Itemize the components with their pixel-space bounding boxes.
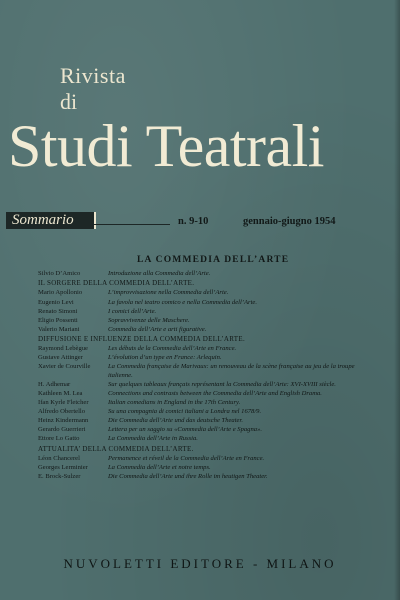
toc-entry	[38, 464, 364, 472]
toc-author: Xavier de Courville	[38, 363, 91, 371]
toc-author: Alfredo Obertello	[38, 408, 86, 416]
toc-entry	[38, 299, 364, 307]
toc-entry	[38, 354, 364, 362]
toc-author: Gerardo Guerrieri	[38, 426, 86, 434]
issue-date: gennaio-giugno 1954	[243, 216, 336, 227]
toc-section-heading: IL SORGERE DELLA COMMEDIA DELL’ARTE.	[38, 279, 195, 288]
toc-title: L’improvvisazione nella Commedia dell’Arte.	[108, 289, 229, 297]
toc-entry	[38, 270, 364, 278]
toc-title: La favola nel teatro comico e nella Commedia dell’Arte.	[108, 298, 257, 306]
issue-number: n. 9-10	[178, 216, 209, 227]
toc-author: Renato Simoni	[38, 307, 78, 315]
cover-edge-shadow	[394, 0, 400, 600]
toc-title: La Commedia française de Marivaux: un renouveau de la scène française au jeu de la troupe italienne.	[108, 363, 355, 379]
toc-title: La Commedia dell’Arte in Russia.	[108, 435, 198, 443]
masthead-line-rivista: Rivista	[60, 63, 126, 88]
sommario-label-box	[6, 212, 96, 229]
toc-title: Commedia dell’Arte e arti figurative.	[108, 325, 207, 333]
toc-author: Gustave Attinger	[38, 354, 83, 362]
toc-entry	[38, 345, 364, 353]
toc-title: Su una compagnia di comici italiani a Londra nel 1678/9.	[108, 408, 262, 416]
toc-entry	[38, 408, 364, 416]
toc-author: Georges Lerminier	[38, 463, 88, 471]
toc-title: Italian comedians in England in the 17th Century.	[108, 399, 241, 407]
toc-entry	[38, 381, 364, 389]
toc-author: H. Adhemar	[38, 380, 71, 388]
sommario-rule	[94, 224, 170, 225]
toc-title: Permanence et réveil de la Commedia dell’Arte en France.	[108, 454, 265, 462]
toc-entry	[38, 455, 364, 463]
toc-section-heading: DIFFUSIONE E INFLUENZE DELLA COMMEDIA DELL’ARTE.	[38, 335, 245, 344]
sommario-label: Sommario	[12, 212, 74, 228]
table-of-contents	[38, 270, 364, 482]
publisher-line: NUVOLETTI EDITORE - MILANO	[63, 556, 337, 571]
toc-entry	[38, 473, 364, 481]
toc-entry	[38, 308, 364, 316]
toc-entry	[38, 435, 364, 443]
toc-author: Silvio D’Amico	[38, 270, 81, 277]
toc-title: L’évolution d’un type en France: Arlequin.	[108, 354, 222, 362]
toc-title: Die Commedia dell’Arte und das deutsche Theater.	[108, 417, 243, 425]
toc-entry	[38, 426, 364, 434]
toc-author: Eugenio Levi	[38, 298, 74, 306]
toc-author: Valerio Mariani	[38, 325, 80, 333]
toc-title: Sur quelques tableaux français représentant la Commedia dell’Arte: XVI-XVIII siècle.	[108, 380, 336, 388]
masthead-line-di: di	[60, 89, 78, 114]
masthead-title: Studi Teatrali	[8, 113, 324, 179]
toc-entry	[38, 289, 364, 297]
toc-entry	[38, 317, 364, 325]
toc-title: Les débuts de la Commedia dell’Arte en France.	[108, 345, 237, 353]
contents-heading: LA COMMEDIA DELL’ARTE	[137, 255, 290, 265]
toc-title: La Commedia dell’Arte et notre temps.	[108, 463, 211, 471]
toc-author: E. Brock-Sulzer	[38, 473, 81, 481]
toc-entry	[38, 399, 364, 407]
toc-title: Lettera per un saggio su «Commedia dell’Arte e Spagna».	[108, 426, 263, 434]
toc-author: Kathleen M. Lea	[38, 389, 83, 397]
toc-author: Léon Chancerel	[38, 454, 80, 462]
toc-entry	[38, 390, 364, 398]
toc-author: Eligio Possenti	[38, 316, 78, 324]
toc-section-heading: ATTUALITA’ DELLA COMMEDIA DELL’ARTE.	[38, 444, 194, 453]
toc-author: Ettore Lo Gatto	[38, 435, 80, 443]
toc-title: Connections and contrasts between the Commedia dell’Arte and English Drama.	[108, 389, 322, 397]
toc-author: Mario Apollonio	[38, 289, 83, 297]
toc-title: Sopravvivenze delle Maschere.	[108, 316, 190, 324]
toc-entry	[38, 363, 364, 380]
toc-author: Ifan Kyrle Fletcher	[38, 399, 89, 407]
toc-title: I comici dell’Arte.	[108, 307, 157, 315]
toc-entry	[38, 326, 364, 334]
toc-title: Die Commedia dell’Arte und ihre Rolle im heutigen Theater.	[108, 473, 268, 481]
toc-title: Introduzione alla Commedia dell’Arte.	[108, 270, 211, 277]
toc-author: Raymond Lebègue	[38, 345, 88, 353]
toc-entry	[38, 417, 364, 425]
toc-author: Heinz Kindermann	[38, 417, 89, 425]
